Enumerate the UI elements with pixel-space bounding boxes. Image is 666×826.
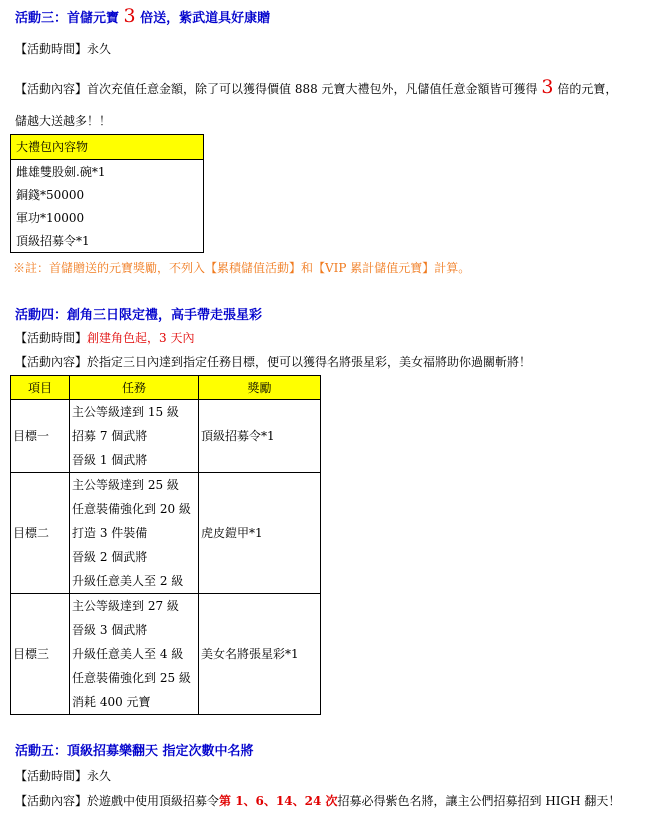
gift-box-table	[10, 134, 204, 253]
event4-title: 活動四：創角三日限定禮，高手帶走張星彩	[15, 308, 263, 323]
gift-item: 雌雄雙股劍.碗*1	[16, 164, 106, 179]
goal-tasks: 主公等級達到 25 級 任意裝備強化到 20 級 打造 3 件裝備 晉級 2 個武將 升級任意美人至 2 級	[70, 473, 199, 594]
goal-label: 目標二	[11, 473, 70, 594]
goal-label: 目標一	[11, 400, 70, 473]
gift-item: 頂級招募令*1	[16, 233, 90, 248]
task-table	[10, 375, 321, 715]
event3-title: 活動三：首儲元寶 3 倍送，紫武道具好康贈	[15, 5, 271, 27]
table-row	[11, 473, 321, 594]
gift-item: 銅錢*50000	[16, 187, 85, 202]
event5-time: 【活動時間】永久	[15, 769, 112, 783]
event3-note: ※註：首儲贈送的元寶獎勵，不列入【累積儲值活動】和【VIP 累計儲值元寶】計算。	[13, 261, 471, 275]
gift-box-header: 大禮包內容物	[11, 135, 204, 160]
event3-content: 【活動內容】首次充值任意金額，除了可以獲得價值 888 元寶大禮包外，凡儲值任意金額皆可獲得 3 倍的元寶，	[15, 76, 618, 98]
event4-time: 【活動時間】創建角色起，3 天內	[15, 331, 195, 345]
goal-reward: 頂級招募令*1	[199, 400, 321, 473]
event3-time: 【活動時間】永久	[15, 42, 112, 56]
event5-highlight: 第 1、6、14、24 次	[219, 794, 338, 808]
event5-title: 活動五：頂級招募樂翻天 指定次數中名將	[15, 744, 254, 759]
task-table-header-item: 項目	[11, 376, 70, 400]
gift-item: 軍功*10000	[16, 210, 85, 225]
goal-reward: 虎皮鎧甲*1	[199, 473, 321, 594]
goal-label: 目標三	[11, 594, 70, 715]
goal-tasks: 主公等級達到 15 級 招募 7 個武將 晉級 1 個武將	[70, 400, 199, 473]
event3-content-number: 3	[541, 76, 554, 98]
goal-reward: 美女名將張星彩*1	[199, 594, 321, 715]
event5-content: 【活動內容】於遊戲中使用頂級招募令第 1、6、14、24 次招募必得紫色名將，讓主公們招募招到 HIGH 翻天！	[15, 794, 621, 808]
table-row	[11, 400, 321, 473]
goal-tasks: 主公等級達到 27 級 晉級 3 個武將 升級任意美人至 4 級 任意裝備強化到 25 級 消耗 400 元寶	[70, 594, 199, 715]
event4-content: 【活動內容】於指定三日內達到指定任務目標，便可以獲得名將張星彩，美女福將助你過關斬將！	[15, 355, 532, 369]
table-row	[11, 594, 321, 715]
task-table-header-task: 任務	[70, 376, 199, 400]
event3-title-number: 3	[123, 5, 136, 27]
task-table-header-reward: 獎勵	[199, 376, 321, 400]
event3-content-line2: 儲越大送越多！！	[15, 114, 112, 128]
